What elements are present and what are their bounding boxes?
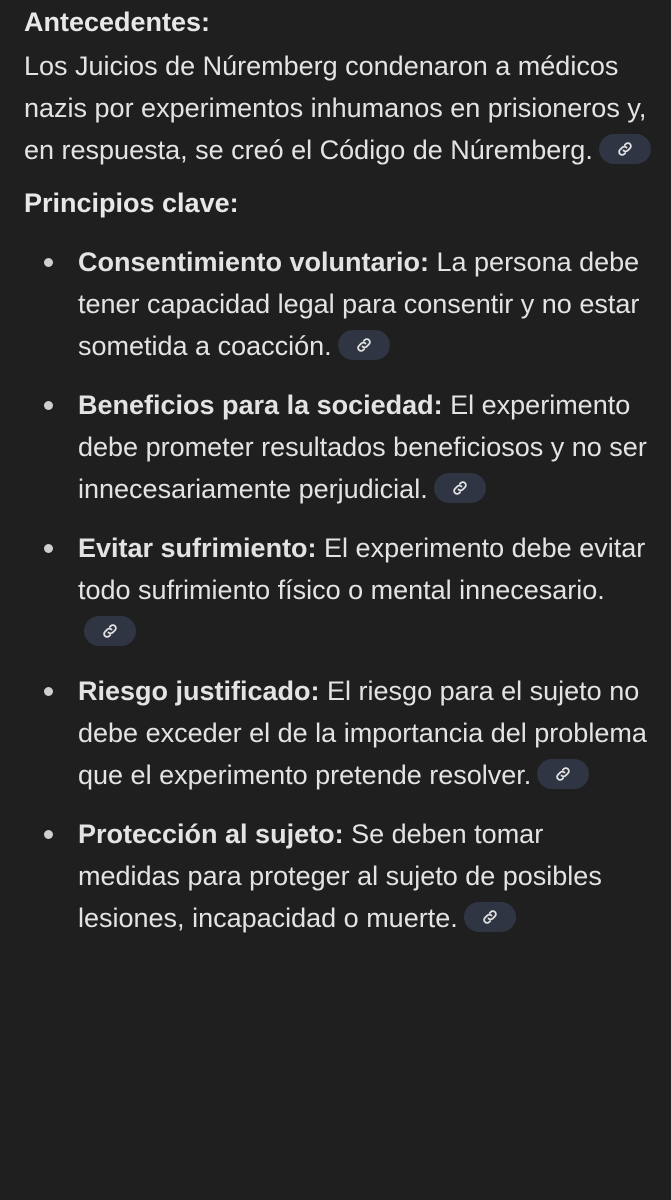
list-item — [24, 384, 650, 510]
bullet-dot — [44, 544, 53, 553]
principle-term: Consentimiento voluntario: — [78, 247, 429, 277]
principle-text: La persona debe tener capacidad legal para consentir y no estar sometida a coacción. — [78, 247, 640, 361]
source-link-chip[interactable] — [434, 473, 486, 503]
link-icon — [554, 765, 572, 783]
list-item — [24, 241, 650, 367]
source-link-chip[interactable] — [599, 134, 651, 164]
principle-term: Evitar sufrimiento: — [78, 533, 317, 563]
principle-text: Se deben tomar medidas para proteger al sujeto de posibles lesiones, incapacidad o muerte. — [78, 819, 602, 933]
principle-term: Protección al sujeto: — [78, 819, 344, 849]
principle-term: Riesgo justificado: — [78, 676, 320, 706]
link-icon — [355, 336, 373, 354]
link-icon — [451, 479, 469, 497]
principle-text: El riesgo para el sujeto no debe exceder el de la importancia del problema que el experimento pretende resolver. — [78, 676, 647, 790]
list-item — [24, 813, 650, 939]
bullet-dot — [44, 401, 53, 410]
principle-term: Beneficios para la sociedad: — [78, 390, 443, 420]
principle-text: El experimento debe prometer resultados beneficiosos y no ser innecesariamente perjudicial. — [78, 390, 647, 504]
list-item — [24, 527, 650, 653]
response-content — [24, 0, 664, 956]
principle-text: El experimento debe evitar todo sufrimiento físico o mental innecesario. — [78, 533, 646, 605]
antecedentes-paragraph — [24, 45, 654, 171]
principles-list — [24, 241, 664, 939]
source-link-chip[interactable] — [464, 902, 516, 932]
list-item — [24, 670, 650, 796]
bullet-dot — [44, 258, 53, 267]
bullet-dot — [44, 830, 53, 839]
bullet-dot — [44, 687, 53, 696]
section-title-antecedentes: Antecedentes: — [24, 7, 211, 37]
link-icon — [101, 622, 119, 640]
source-link-chip[interactable] — [84, 616, 136, 646]
link-icon — [616, 140, 634, 158]
section-title-principios: Principios clave: — [24, 188, 239, 218]
antecedentes-text: Los Juicios de Núremberg condenaron a médicos nazis por experimentos inhumanos en prisioneros y, en respuesta, se creó el Código de Núremberg. — [24, 51, 647, 165]
source-link-chip[interactable] — [338, 330, 390, 360]
source-link-chip[interactable] — [537, 759, 589, 789]
link-icon — [481, 908, 499, 926]
